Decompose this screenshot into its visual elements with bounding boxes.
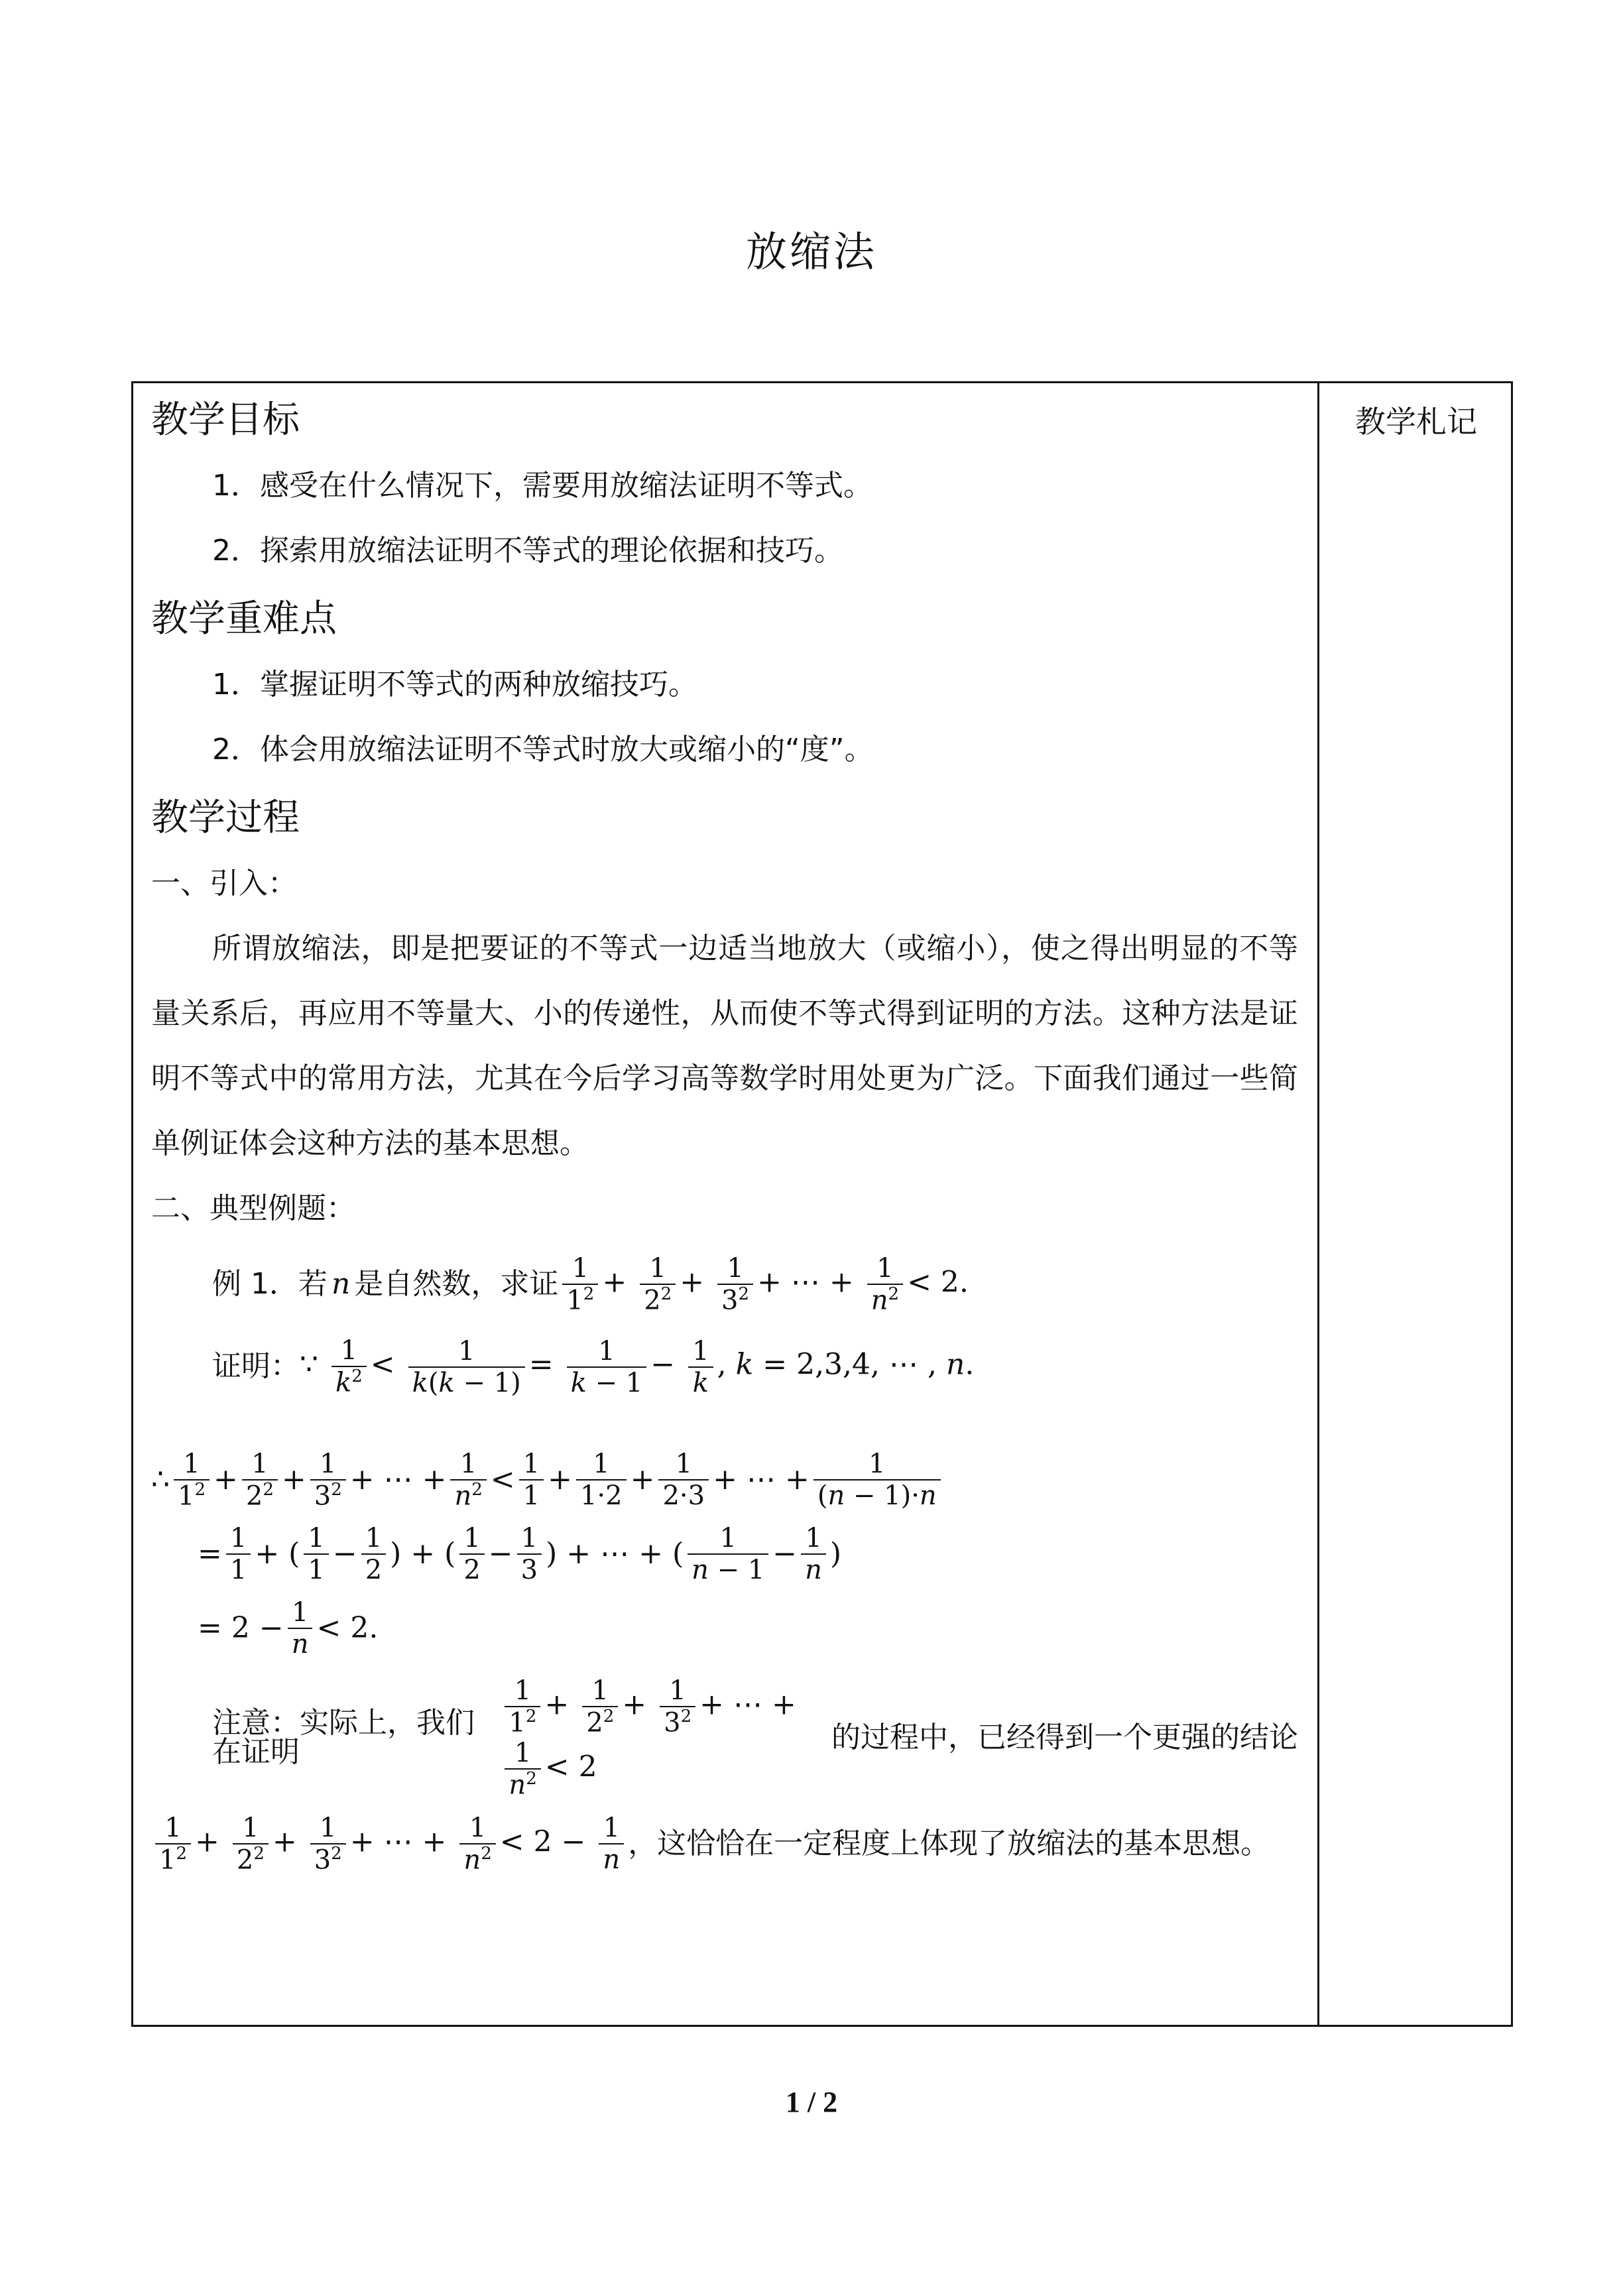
objectives-heading: 教学目标 [151,398,300,442]
lesson-content [151,385,1298,1887]
intro-paragraph: 所谓放缩法，即是把要证的不等式一边适当地放大（或缩小），使之得出明显的不等量关系后，再应用不等量大、小的传递性，从而使不等式得到证明的方法。这种方法是证明不等式中的常用方法，尤其在今后学习高等数学时用处更为广泛。下面我们通过一些简单例证体会这种方法的基本思想。 [151,932,1298,1160]
example-1-variable: n [331,1267,351,1301]
note-line-1 [151,1675,1298,1801]
key-point-item: 2．体会用放缩法证明不等式时放大或缩小的“度”。 [212,733,874,766]
objective-item: 2．探索用放缩法证明不等式的理论依据和技巧。 [212,534,843,568]
proof-formula-1: ∵ $\frac{1}{k^2}$ < $\frac{1}{k(k - 1)}$ = $\frac{1}{k - 1}$ − $\frac{1}{k}$ , k = 2,3,4, ⋯ , n. [300,1335,975,1398]
notes-column-header: 教学札记 [1355,404,1477,440]
proof-step-3: = $\frac{1}{1}$ + ( $\frac{1}{1}$ − $\frac{1}{2}$ ) + ( $\frac{1}{2}$ − $\frac{1}{3}$ ) + ⋯ + ( $\frac{1}{n - 1}$ − $\frac{1}{n}$ ) [198,1522,842,1585]
example-1-formula: $\frac{1}{1^2}$ + $\frac{1}{2^2}$ + $\frac{1}{3^2}$ + ⋯ + $\frac{1}{n^2}$ < 2. [558,1253,969,1315]
proof-step-4: = 2 − $\frac{1}{n}$ < 2. [198,1597,379,1660]
note-mid: 的过程中，已经得到一个更强的结论 [831,1721,1298,1755]
note-line-2 [151,1813,1298,1875]
column-divider [1317,381,1319,2027]
key-point-item: 1．掌握证明不等式的两种放缩技巧。 [212,668,697,701]
page-number: 1 / 2 [785,2086,838,2118]
note-suffix: ，这恰恰在一定程度上体现了放缩法的基本思想。 [628,1826,1270,1860]
examples-label: 二、典型例题： [151,1191,355,1225]
note-prefix: 注意：实际上，我们在证明 [212,1706,475,1770]
process-heading: 教学过程 [151,796,300,839]
objective-item: 1．感受在什么情况下，需要用放缩法证明不等式。 [212,469,872,503]
proof-label: 证明： [212,1349,300,1384]
intro-label: 一、引入： [151,867,297,900]
page-title: 放缩法 [745,227,877,276]
note-formula-1: $\frac{1}{1^2}$ + $\frac{1}{2^2}$ + $\frac{1}{3^2}$ + ⋯ + $\frac{1}{n^2}$ < 2 [501,1675,831,1801]
example-1 [151,1253,1298,1315]
note-formula-2: $\frac{1}{1^2}$ + $\frac{1}{2^2}$ + $\frac{1}{3^2}$ + ⋯ + $\frac{1}{n^2}$ < 2 − $\frac{1}{n}$ [151,1813,628,1875]
proof-step-1 [151,1335,1298,1398]
key-points-heading: 教学重难点 [151,597,337,640]
example-1-prefix: 例 1．若 [212,1267,328,1301]
proof-step-2: ∴ $\frac{1}{1^2}$ + $\frac{1}{2^2}$ + $\frac{1}{3^2}$ + ⋯ + $\frac{1}{n^2}$ < $\frac{1}{1}$ + $\frac{1}{1\cdot 2}$ + $\frac{1}{2\cdot 3}$ + ⋯ + $\frac{1}{(n - 1)\cdot n}$ [151,1449,1298,1511]
example-1-mid: 是自然数，求证 [354,1267,559,1301]
